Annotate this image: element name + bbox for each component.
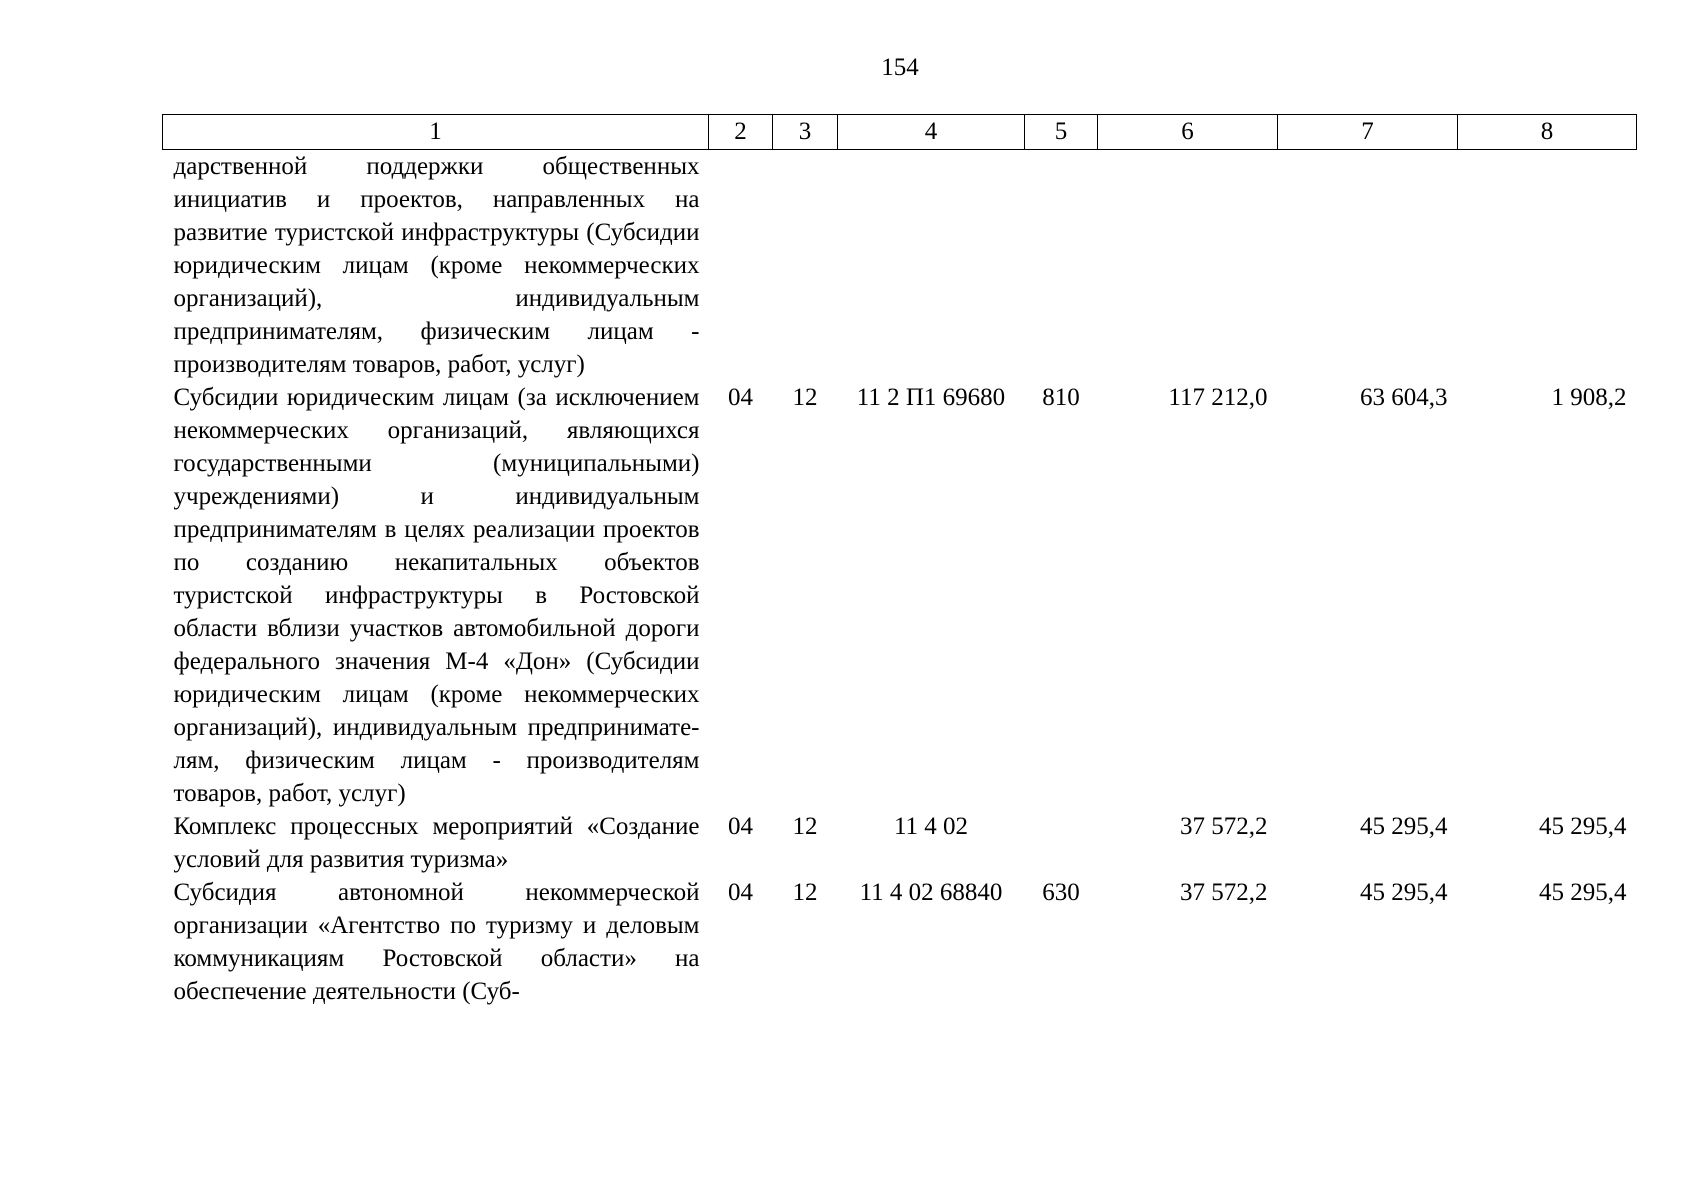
row-subsection-code: 12 xyxy=(792,813,818,840)
row-amount-1: 37 572,2 xyxy=(1180,879,1268,906)
row-amount-3: 1 908,2 xyxy=(1551,384,1627,411)
table-row xyxy=(163,150,1637,382)
row-target-article: 11 2 П1 69680 xyxy=(856,384,1006,411)
row-amount-3: 45 295,4 xyxy=(1539,879,1627,906)
row-subsection-code xyxy=(773,150,838,382)
row-expense-type: 630 xyxy=(1042,879,1080,906)
column-header-6: 6 xyxy=(1098,115,1278,150)
table-body xyxy=(163,150,1637,1009)
table-row xyxy=(163,810,1637,876)
row-amount-1: 117 212,0 xyxy=(1168,384,1268,411)
row-amount-2: 45 295,4 xyxy=(1360,813,1448,840)
column-header-1: 1 xyxy=(163,115,709,150)
header-row xyxy=(163,115,1637,150)
row-amount-1 xyxy=(1098,150,1278,382)
row-target-article xyxy=(838,150,1025,382)
column-header-7: 7 xyxy=(1278,115,1458,150)
table-row xyxy=(163,381,1637,810)
row-expense-type xyxy=(1025,150,1098,382)
row-section-code xyxy=(709,150,773,382)
column-header-8: 8 xyxy=(1458,115,1637,150)
table-row xyxy=(163,876,1637,1008)
row-expense-type: 810 xyxy=(1042,384,1080,411)
row-subsection-code: 12 xyxy=(792,879,818,906)
row-amount-2 xyxy=(1278,150,1458,382)
row-amount-3 xyxy=(1458,150,1637,382)
row-amount-2: 45 295,4 xyxy=(1360,879,1448,906)
row-section-code: 04 xyxy=(728,384,753,411)
row-section-code: 04 xyxy=(728,879,753,906)
table-header xyxy=(163,115,1637,150)
column-header-2: 2 xyxy=(709,115,773,150)
row-description: дарственной поддержки общественных инициатив и проектов, направленных на развитие туристской инфраструктуры (Субсидии юридическим лицам (кроме некоммерческих организаций), индивидуальным предпринимателям, физическим лицам - производителям товаров, работ, услуг) xyxy=(173,153,700,378)
row-description: Субсидии юридическим лицам (за исключением некоммерческих организаций, являющихся государственными (муниципальными) учреждениями) и индивидуальным предпринимателям в целях реализации проектов по созданию некапитальных объектов туристской инфраструктуры в Ростовской области вблизи участков автомобильной дороги федерального значения М-4 «Дон» (Субсидии юридическим лицам (кроме некоммерческих организаций), индивидуальным предпринимателям, физическим лицам - производителям товаров, работ, услуг) xyxy=(173,384,700,807)
row-target-article: 11 4 02 68840 xyxy=(859,879,1003,906)
row-description: Комплекс процессных мероприятий «Создание условий для развития туризма» xyxy=(173,813,700,873)
row-description: Субсидия автономной некоммерческой организации «Агентство по туризму и деловым коммуникациям Ростовской области» на обеспечение деятельности (Суб- xyxy=(173,879,700,1005)
row-amount-2: 63 604,3 xyxy=(1360,384,1448,411)
row-amount-3: 45 295,4 xyxy=(1539,813,1627,840)
row-subsection-code: 12 xyxy=(792,384,818,411)
page-number: 154 xyxy=(881,54,919,81)
column-header-5: 5 xyxy=(1025,115,1098,150)
budget-table xyxy=(162,114,1637,1008)
column-header-3: 3 xyxy=(773,115,838,150)
row-target-article: 11 4 02 xyxy=(893,813,969,840)
column-header-4: 4 xyxy=(838,115,1025,150)
row-section-code: 04 xyxy=(728,813,753,840)
row-amount-1: 37 572,2 xyxy=(1180,813,1268,840)
row-expense-type xyxy=(1025,810,1098,876)
